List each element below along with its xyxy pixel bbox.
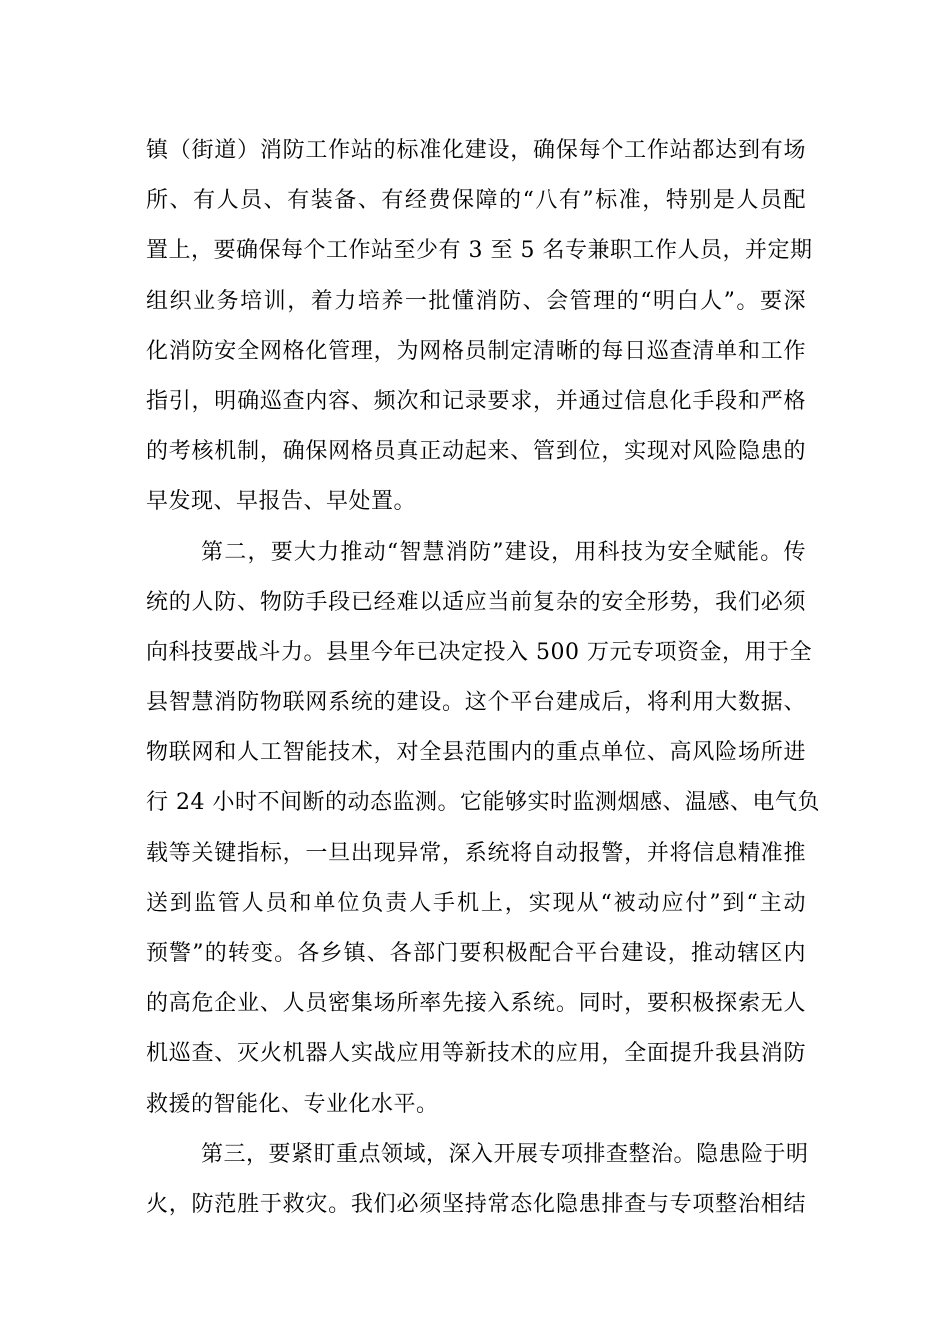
paragraph-line: 载等关键指标，一旦出现异常，系统将自动报警，并将信息精准推 (146, 840, 806, 866)
paragraph-line: 组织业务培训，着力培养一批懂消防、会管理的“明白人”。要深 (146, 288, 806, 314)
paragraph-2 (146, 528, 820, 1130)
paragraph-line: 县智慧消防物联网系统的建设。这个平台建成后，将利用大数据、 (146, 690, 806, 716)
paragraph-line: 置上，要确保每个工作站至少有 3 至 5 名专兼职工作人员，并定期 (146, 238, 813, 264)
paragraph-line: 机巡查、灭火机器人实战应用等新技术的应用，全面提升我县消防 (146, 1041, 806, 1067)
paragraph-line: 所、有人员、有装备、有经费保障的“八有”标准，特别是人员配 (146, 188, 806, 214)
paragraph-line: 化消防安全网格化管理，为网格员制定清晰的每日巡查清单和工作 (146, 338, 806, 364)
paragraph-line: 的考核机制，确保网格员真正动起来、管到位，实现对风险隐患的 (146, 439, 806, 465)
paragraph-line-indented: 第三，要紧盯重点领域，深入开展专项排查整治。隐患险于明 (201, 1141, 809, 1167)
paragraph-3 (146, 1130, 809, 1230)
paragraph-line: 向科技要战斗力。县里今年已决定投入 500 万元专项资金，用于全 (146, 639, 812, 665)
paragraph-line: 指引，明确巡查内容、频次和记录要求，并通过信息化手段和严格 (146, 388, 806, 414)
paragraph-line: 早发现、早报告、早处置。 (146, 489, 417, 515)
paragraph-line: 送到监管人员和单位负责人手机上，实现从“被动应付”到“主动 (146, 890, 806, 916)
document-body (146, 126, 820, 1230)
paragraph-line: 救援的智能化、专业化水平。 (146, 1091, 439, 1117)
paragraph-line: 行 24 小时不间断的动态监测。它能够实时监测烟感、温感、电气负 (146, 790, 820, 816)
paragraph-line: 镇（街道）消防工作站的标准化建设，确保每个工作站都达到有场 (146, 138, 806, 163)
paragraph-line: 火，防范胜于救灾。我们必须坚持常态化隐患排查与专项整治相结 (146, 1191, 806, 1217)
paragraph-line: 的高危企业、人员密集场所率先接入系统。同时，要积极探索无人 (146, 991, 806, 1017)
paragraph-line: 物联网和人工智能技术，对全县范围内的重点单位、高风险场所进 (146, 740, 806, 766)
paragraph-line-indented: 第二，要大力推动“智慧消防”建设，用科技为安全赋能。传 (201, 539, 806, 565)
paragraph-line: 预警”的转变。各乡镇、各部门要积极配合平台建设，推动辖区内 (146, 941, 806, 966)
paragraph-1 (146, 126, 813, 528)
paragraph-line: 统的人防、物防手段已经难以适应当前复杂的安全形势，我们必须 (146, 589, 806, 615)
